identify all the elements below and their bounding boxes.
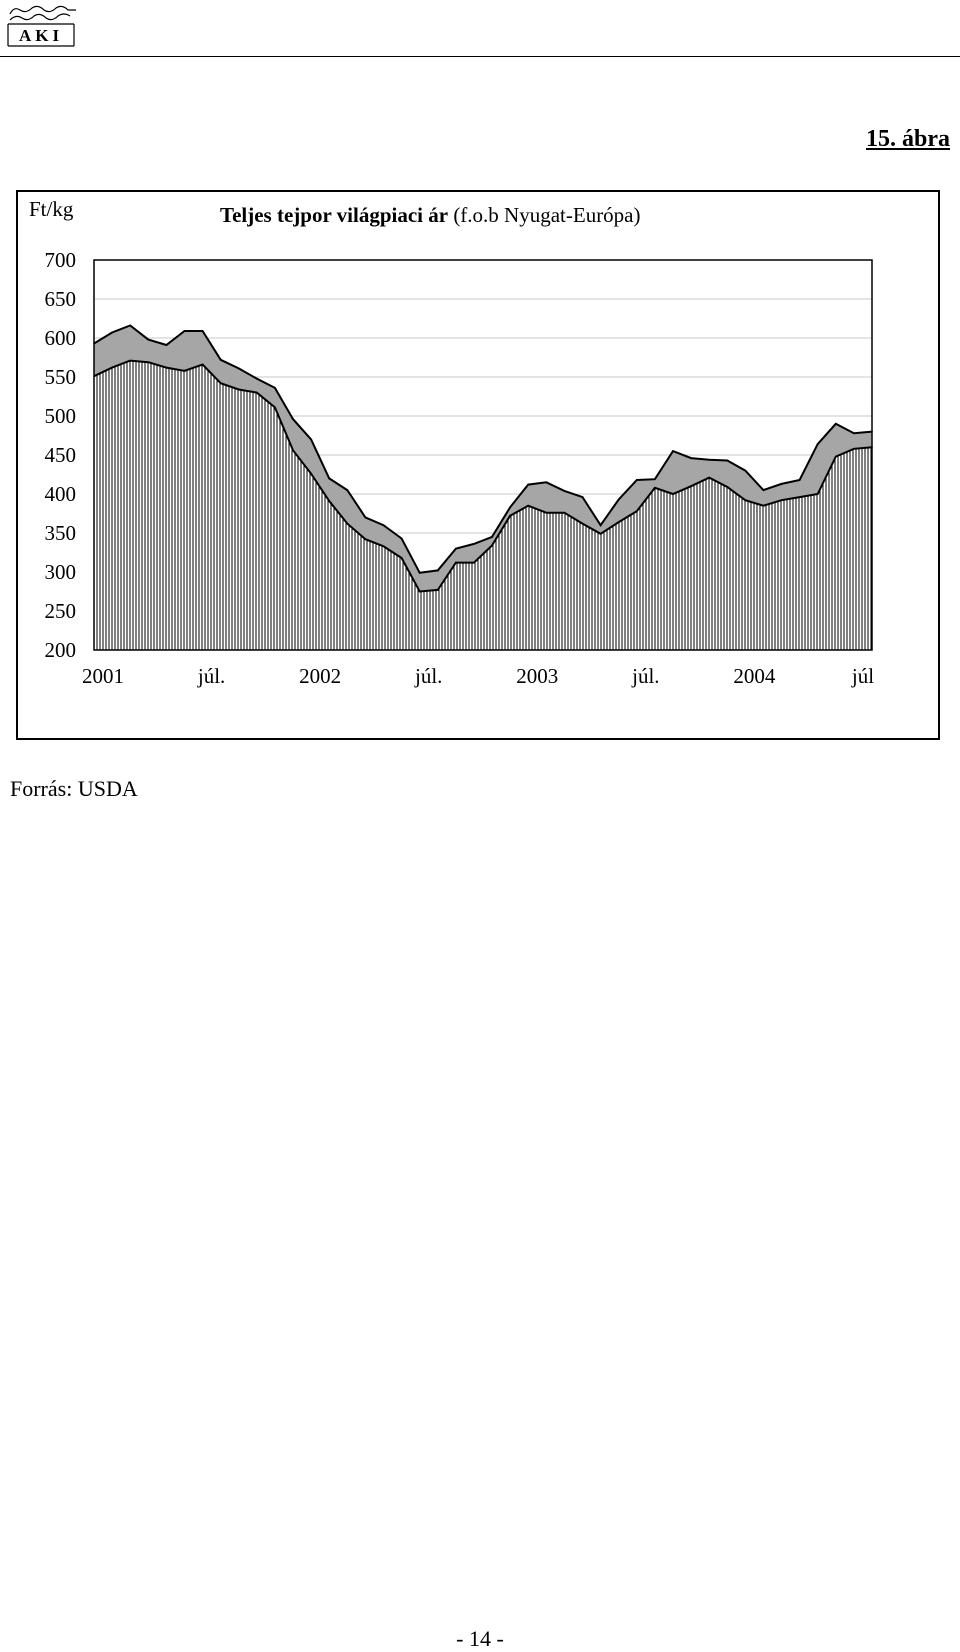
upper-data-point bbox=[564, 490, 566, 492]
upper-data-point bbox=[835, 423, 837, 425]
upper-data-point bbox=[111, 332, 113, 334]
upper-data-point bbox=[582, 496, 584, 498]
lower-data-point bbox=[799, 496, 801, 498]
lower-data-point bbox=[166, 367, 168, 369]
lower-data-point bbox=[310, 473, 312, 475]
upper-data-point bbox=[347, 489, 349, 491]
lower-data-point bbox=[745, 499, 747, 501]
logo-text: AKI bbox=[18, 26, 64, 45]
upper-data-point bbox=[419, 572, 421, 574]
y-axis-ticks bbox=[45, 248, 77, 662]
y-tick-label: 700 bbox=[44, 248, 76, 272]
lower-data-point bbox=[238, 389, 240, 391]
upper-data-point bbox=[256, 378, 258, 380]
upper-data-point bbox=[310, 439, 312, 441]
x-tick-label: júl. bbox=[415, 664, 443, 688]
lower-data-point bbox=[365, 538, 367, 540]
y-tick-label: 300 bbox=[44, 560, 76, 584]
x-axis-ticks bbox=[82, 664, 874, 688]
lower-data-point bbox=[202, 364, 204, 366]
y-tick-label: 550 bbox=[44, 365, 76, 389]
lower-data-point bbox=[383, 545, 385, 547]
lower-data-point bbox=[600, 533, 602, 535]
lower-data-point bbox=[147, 361, 149, 363]
lower-data-point bbox=[184, 370, 186, 372]
upper-data-point bbox=[546, 482, 548, 484]
upper-data-point bbox=[672, 450, 674, 452]
lower-data-point bbox=[708, 477, 710, 479]
aki-logo bbox=[4, 2, 80, 54]
x-tick-label: 2003 bbox=[516, 664, 559, 688]
area-series bbox=[93, 325, 873, 650]
lower-data-point bbox=[763, 505, 765, 507]
upper-data-point bbox=[147, 339, 149, 341]
y-tick-label: 350 bbox=[44, 521, 76, 545]
lower-data-point bbox=[129, 360, 131, 362]
lower-data-point bbox=[256, 392, 258, 394]
upper-data-point bbox=[708, 459, 710, 461]
upper-data-point bbox=[745, 470, 747, 472]
lower-data-point bbox=[853, 448, 855, 450]
header-divider bbox=[0, 56, 960, 57]
lower-data-point bbox=[690, 485, 692, 487]
lower-data-point bbox=[817, 493, 819, 495]
upper-data-point bbox=[636, 479, 638, 481]
lower-data-point bbox=[455, 562, 457, 564]
chart-container bbox=[16, 190, 940, 740]
lower-data-point bbox=[672, 493, 674, 495]
y-tick-label: 250 bbox=[44, 599, 76, 623]
upper-data-point bbox=[129, 325, 131, 327]
lower-data-point bbox=[582, 523, 584, 525]
x-tick-label: júl bbox=[851, 664, 875, 688]
lower-data-point bbox=[491, 545, 493, 547]
y-tick-label: 450 bbox=[44, 443, 76, 467]
page-number: - 14 - bbox=[456, 1626, 504, 1651]
lower-data-point bbox=[473, 562, 475, 564]
y-axis-unit-label: Ft/kg bbox=[29, 197, 74, 221]
lower-data-point bbox=[401, 557, 403, 559]
lower-data-point bbox=[726, 486, 728, 488]
x-tick-label: 2001 bbox=[82, 664, 125, 688]
lower-data-point bbox=[654, 487, 656, 489]
price-area-chart bbox=[18, 192, 938, 738]
lower-data-point bbox=[546, 512, 548, 514]
x-tick-label: júl. bbox=[632, 664, 660, 688]
x-tick-label: júl. bbox=[197, 664, 226, 688]
lower-data-point bbox=[835, 456, 837, 458]
lower-data-point bbox=[419, 591, 421, 593]
upper-data-point bbox=[654, 478, 656, 480]
upper-data-point bbox=[292, 418, 294, 420]
source-note: Forrás: USDA bbox=[10, 776, 138, 801]
upper-data-point bbox=[618, 499, 620, 501]
upper-data-point bbox=[383, 524, 385, 526]
upper-data-point bbox=[328, 478, 330, 480]
lower-data-point bbox=[636, 510, 638, 512]
lower-data-point bbox=[292, 450, 294, 452]
upper-data-point bbox=[763, 489, 765, 491]
x-tick-label: 2002 bbox=[299, 664, 342, 688]
upper-data-point bbox=[491, 536, 493, 538]
y-tick-label: 500 bbox=[44, 404, 76, 428]
upper-data-point bbox=[202, 330, 204, 332]
lower-data-point bbox=[781, 499, 783, 501]
lower-data-point bbox=[220, 382, 222, 384]
chart-title bbox=[220, 203, 641, 227]
y-tick-label: 650 bbox=[44, 287, 76, 311]
upper-data-point bbox=[473, 543, 475, 545]
lower-data-point bbox=[111, 367, 113, 369]
upper-data-point bbox=[726, 460, 728, 462]
upper-data-point bbox=[220, 359, 222, 361]
upper-data-point bbox=[527, 484, 529, 486]
lower-data-point bbox=[437, 589, 439, 591]
upper-data-point bbox=[365, 517, 367, 519]
upper-data-point bbox=[401, 538, 403, 540]
figure-number: 15. ábra bbox=[866, 126, 950, 152]
upper-data-point bbox=[799, 479, 801, 481]
y-tick-label: 400 bbox=[44, 482, 76, 506]
lower-data-point bbox=[527, 505, 529, 507]
upper-data-point bbox=[166, 344, 168, 346]
lower-data-point bbox=[618, 521, 620, 523]
lower-hatched-area bbox=[94, 361, 872, 650]
lower-data-point bbox=[347, 523, 349, 525]
upper-data-point bbox=[184, 330, 186, 332]
upper-data-point bbox=[437, 570, 439, 572]
lower-data-point bbox=[274, 407, 276, 409]
upper-data-point bbox=[455, 548, 457, 550]
lower-data-point bbox=[328, 500, 330, 502]
lower-data-point bbox=[564, 512, 566, 514]
upper-data-point bbox=[690, 457, 692, 459]
upper-data-point bbox=[600, 524, 602, 526]
upper-data-point bbox=[238, 368, 240, 370]
upper-data-point bbox=[274, 387, 276, 389]
upper-data-point bbox=[781, 483, 783, 485]
lower-data-point bbox=[509, 515, 511, 517]
chart-title-bold: Teljes tejpor világpiaci ár bbox=[220, 203, 449, 227]
upper-data-point bbox=[853, 432, 855, 434]
x-tick-label: 2004 bbox=[733, 664, 776, 688]
upper-data-point bbox=[509, 506, 511, 508]
y-tick-label: 600 bbox=[44, 326, 76, 350]
chart-title-normal: (f.o.b Nyugat-Európa) bbox=[453, 203, 641, 227]
y-tick-label: 200 bbox=[44, 638, 76, 662]
upper-data-point bbox=[817, 443, 819, 445]
